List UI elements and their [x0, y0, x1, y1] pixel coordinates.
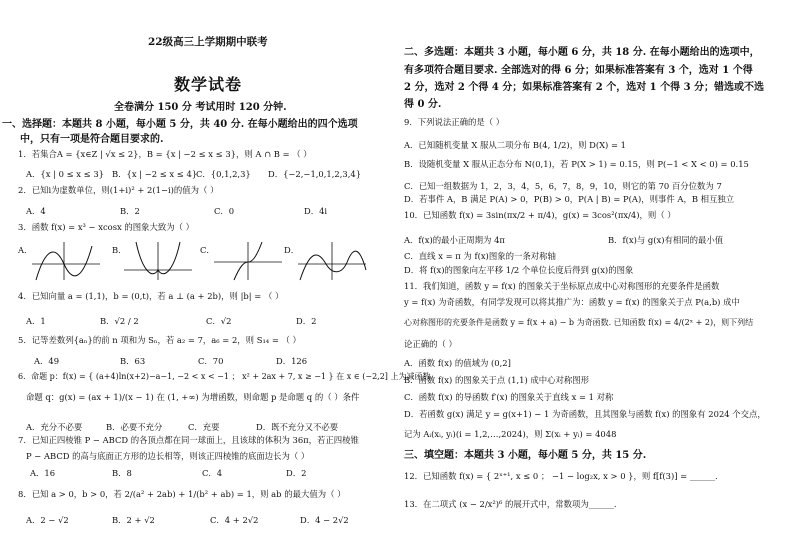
q10-option-b: B．f(x)与 g(x)有相同的最小值 [608, 235, 724, 245]
section2-line4: 得 0 分. [404, 99, 442, 110]
exam-subtitle: 全卷满分 150 分 考试用时 120 分钟. [114, 102, 287, 113]
q7-option-d: D．2 [286, 468, 307, 478]
q11-option-c: C．函数 f(x) 的导函数 f′(x) 的图象关于直线 x = 1 对称 [404, 392, 614, 402]
q7-option-c: C．4 [202, 468, 223, 478]
exam-header: 22级高三上学期期中联考 [148, 36, 268, 48]
q6-option-b: B．必要不充分 [106, 422, 163, 432]
q1-option-a: A．{x | 0 ≤ x ≤ 3} [26, 169, 105, 179]
q8-option-a: A．2 − √2 [26, 515, 69, 525]
q7-option-b: B．8 [112, 468, 132, 478]
q10-option-a: A．f(x)的最小正周期为 4π [404, 235, 505, 245]
q6-stem-line1: 6．命题 p：f(x) = { (a+4)ln(x+2)−a−1, −2 < x < −1 ； x² + 2ax + 7, x ≥ −1 } 在 x ∈ (−2,2] 上为减函数， [18, 372, 439, 381]
q11-stem-line2: y = f(x) 为奇函数，有同学发现可以将其推广为：函数 y = f(x) 的图象关于点 P(a,b) 成中 [404, 297, 740, 307]
q4-option-c: C．√2 [206, 316, 232, 326]
q5-option-c: C．70 [198, 356, 224, 366]
q4-option-d: D．2 [296, 316, 317, 326]
section2-line3: 2 分，选对 2 个得 4 分；如果标准答案有 2 个，选对 1 个得 3 分；错选或不选 [404, 82, 765, 93]
q3-graph-c [212, 240, 284, 282]
q6-stem-line2: 命题 q：g(x) = (ax + 1)/(x − 1) 在 (1, +∞) 为增函数，则命题 p 是命题 q 的（ ）条件 [26, 392, 360, 402]
section2-line2: 有多项符合题目要求. 全部选对的得 6 分；如果标准答案有 3 个，选对 1 个得 [404, 65, 753, 76]
section1-cont: 中，只有一项是符合题目要求的. [20, 134, 164, 145]
q11-option-b: B．函数 f(x) 的图象关于点 (1,1) 成中心对称图形 [404, 375, 590, 385]
q2-option-a: A．4 [26, 206, 46, 216]
q9-option-c: C．已知一组数据为 1，2，3，4，5，6，7，8，9，10，则它的第 70 百分位数为 7 [404, 181, 722, 191]
q1-option-c: C．{0,1,2,3} [196, 169, 251, 179]
q11-option-d-cont: 记为 Aᵢ(xᵢ, yᵢ)(i = 1,2,…,2024)，则 Σ(xᵢ + yᵢ) = 4048 [404, 429, 617, 439]
q1-option-b: B．{x | −2 ≤ x ≤ 4} [112, 169, 198, 179]
q8-option-c: C．4 + 2√2 [210, 515, 259, 525]
q3-graph-d [296, 240, 368, 282]
q5-stem: 5．记等差数列{aₙ}的前 n 项和为 Sₙ，若 a₂ = 7，a₆ = 2，则 S₁₄ = （ ） [18, 335, 301, 345]
q9-option-d: D．若事件 A，B 满足 P(A) > 0，P(B) > 0，P(A | B) = P(A)，则事件 A，B 相互独立 [404, 194, 735, 204]
q11-stem-line1: 11．我们知道，函数 y = f(x) 的图象关于坐标原点成中心对称图形的充要条件是函数 [404, 281, 720, 291]
q2-option-d: D．4i [304, 206, 328, 216]
q2-stem: 2．已知i为虚数单位，则(1+i)² + 2(1−i)的值为（ ） [18, 185, 219, 195]
q6-option-a: A．充分不必要 [26, 422, 83, 432]
q4-option-a: A．1 [26, 316, 46, 326]
q6-option-c: C．充要 [188, 422, 220, 432]
q5-option-d: D．126 [276, 356, 308, 366]
q9-option-b: B．设随机变量 X 服从正态分布 N(0,1)，若 P(X > 1) = 0.15，则 P(−1 < X < 0) = 0.15 [404, 159, 749, 169]
q10-option-c: C．直线 x = π 为 f(x)图象的一条对称轴 [404, 251, 556, 261]
q1-stem: 1．若集合A = {x∈Z | √x ≤ 2}，B = {x | −2 ≤ x ≤ 3}，则 A ∩ B = （ ） [18, 149, 312, 159]
q8-option-b: B．2 + √2 [112, 515, 155, 525]
q11-stem-line4: 论正确的（ ） [404, 339, 457, 349]
q10-stem: 10．已知函数 f(x) = 3sin(πx/2 + π/4)，g(x) = 3cos²(πx/4)，则（ ） [404, 210, 676, 220]
q1-option-d: D．{−2,−1,0,1,2,3,4} [268, 169, 362, 179]
q7-option-a: A．16 [30, 468, 56, 478]
q3-stem: 3．函数 f(x) = x³ − xcosx 的图象大致为（ ） [18, 222, 195, 232]
q3-option-c: C． [200, 245, 215, 255]
q4-option-b: B．√2 / 2 [100, 316, 139, 326]
q3-option-a: A． [18, 245, 33, 255]
q4-stem: 4．已知向量 a = (1,1)，b = (0,t)，若 a ⊥ (a + 2b)，则 |b| = （ ） [18, 291, 284, 301]
q11-stem-line3: 心对称图形的充要条件是函数 y = f(x + a) − b 为奇函数. 已知函数 f(x) = 4/(2ˣ + 2)，则下列结 [404, 318, 754, 327]
q6-option-d: D．既不充分又不必要 [256, 422, 339, 432]
q3-graph-b [122, 240, 194, 282]
q7-stem-line2: P − ABCD 的高与底面正方形的边长相等，则该正四棱锥的底面边长为（ ） [26, 451, 310, 461]
q3-option-d: D． [284, 245, 300, 255]
q8-stem: 8．已知 a > 0，b > 0，若 2/(a² + 2ab) + 1/(b² + ab) = 1，则 ab 的最大值为（ ） [18, 489, 346, 499]
q8-option-d: D．4 − 2√2 [300, 515, 349, 525]
q13-stem: 13．在二项式 (x − 2/x²)⁶ 的展开式中，常数项为______. [404, 499, 617, 509]
section2-line1: 二、多选题：本题共 3 小题，每小题 6 分，共 18 分. 在每小题给出的选项中， [404, 47, 760, 58]
q5-option-b: B．63 [120, 356, 146, 366]
q3-graph-a [30, 240, 102, 282]
exam-title: 数学试卷 [174, 75, 243, 94]
q11-option-d: D．若函数 g(x) 满足 y = g(x+1) − 1 为奇函数，且其图象与函数 f(x) 的图象有 2024 个交点， [404, 409, 766, 419]
q2-option-b: B．2 [120, 206, 140, 216]
section1-title: 一、选择题：本题共 8 小题，每小题 5 分，共 40 分. 在每小题给出的四个选项 [2, 119, 358, 130]
q9-stem: 9．下列说法正确的是（ ） [404, 117, 505, 127]
q12-stem: 12．已知函数 f(x) = { 2ˣ⁺¹, x ≤ 0 ； −1 − log₂x, x > 0 }，则 f[f(3)] = ______. [404, 471, 718, 481]
q3-option-b: B． [112, 245, 127, 255]
q9-option-a: A．已知随机变量 X 服从二项分布 B(4, 1/2)，则 D(X) = 1 [404, 140, 626, 150]
q7-stem-line1: 7．已知正四棱锥 P − ABCD 的各顶点都在同一球面上，且该球的体积为 36π，若正四棱锥 [18, 435, 359, 445]
q10-option-d: D．将 f(x)的图象向左平移 1/2 个单位长度后得到 g(x)的图象 [404, 265, 634, 275]
q11-option-a: A．函数 f(x) 的值域为 (0,2] [404, 358, 511, 368]
q2-option-c: C．0 [214, 206, 235, 216]
q5-option-a: A．49 [34, 356, 60, 366]
section3-title: 三、填空题：本题共 3 小题，每小题 5 分，共 15 分. [404, 450, 647, 461]
